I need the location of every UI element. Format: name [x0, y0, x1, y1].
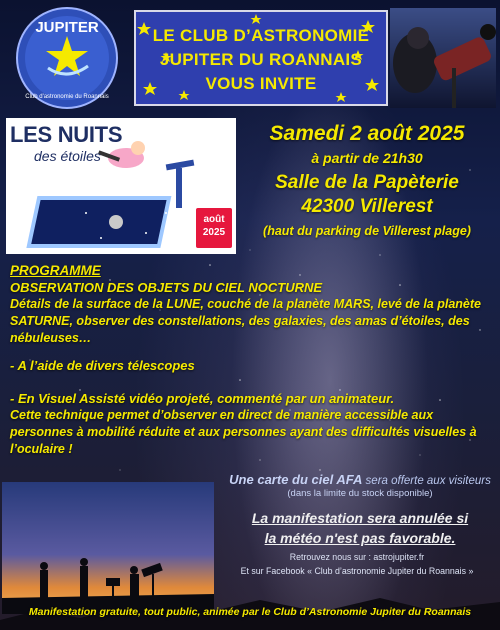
logo-subtitle: Club d'astronomie du Roannais: [25, 94, 109, 100]
contact-links: [214, 550, 500, 578]
cancellation-notice: [222, 508, 498, 548]
event-venue: Salle de la Papèterie: [275, 172, 459, 193]
afa-offer: [222, 472, 498, 499]
programme-details: Détails de la surface de la LUNE, couché de la planète MARS, levé de la planète SATURNE, observer des constellations, des galaxies, des amas d’étoiles, des nébuleuses…: [10, 297, 481, 345]
event-info: [236, 118, 498, 238]
afa-text-small: sera offerte aux visiteurs: [365, 475, 491, 487]
date-badge: [196, 208, 232, 248]
logo-name: JUPITER: [35, 19, 99, 36]
badge-month: août: [203, 214, 225, 225]
nuits-title: LES NUITS: [10, 122, 123, 147]
observers-photo: [2, 482, 214, 614]
cancel-line-2: la météo n'est pas favorable.: [264, 530, 456, 546]
event-note: (haut du parking de Villerest plage): [263, 224, 471, 238]
nuits-des-etoiles-visual: [6, 118, 236, 254]
event-time: à partir de 21h30: [311, 150, 423, 166]
programme: [10, 262, 490, 458]
telescope-photo: [390, 8, 496, 108]
banner-line-3: VOUS INVITE: [205, 74, 317, 93]
website-link[interactable]: Retrouvez nous sur : astrojupiter.fr: [289, 552, 425, 562]
badge-year: 2025: [202, 227, 226, 238]
cancel-line-1: La manifestation sera annulée si: [251, 510, 469, 526]
programme-item-visual-assist: - En Visuel Assisté vidéo projeté, commenté par un animateur.: [10, 391, 395, 406]
banner-line-2: JUPITER DU ROANNAIS: [159, 50, 363, 69]
jupiter-logo: [8, 6, 126, 110]
programme-subheading: OBSERVATION DES OBJETS DU CIEL NOCTURNE: [10, 280, 323, 295]
footer-note: Manifestation gratuite, tout public, animée par le Club d’Astronomie Jupiter du Roannais: [28, 606, 472, 618]
programme-item-visual-assist-details: Cette technique permet d’observer en direct de manière accessible aux personnes à mobilité réduite et aux personnes ayant des difficultés visuelles à l’oculaire !: [10, 408, 477, 456]
programme-heading: PROGRAMME: [10, 263, 101, 278]
programme-item-telescopes: - A l’aide de divers télescopes: [10, 358, 195, 373]
event-date: Samedi 2 août 2025: [269, 122, 465, 145]
event-city: 42300 Villerest: [301, 196, 433, 217]
banner-line-1: LE CLUB D’ASTRONOMIE: [152, 26, 370, 45]
afa-limit: (dans la limite du stock disponible): [287, 488, 433, 499]
afa-text-main: Une carte du ciel AFA: [229, 472, 363, 487]
title-banner: [134, 10, 388, 106]
nuits-subtitle: des étoiles: [34, 148, 101, 164]
facebook-link[interactable]: Et sur Facebook « Club d’astronomie Jupiter du Roannais »: [240, 566, 474, 576]
